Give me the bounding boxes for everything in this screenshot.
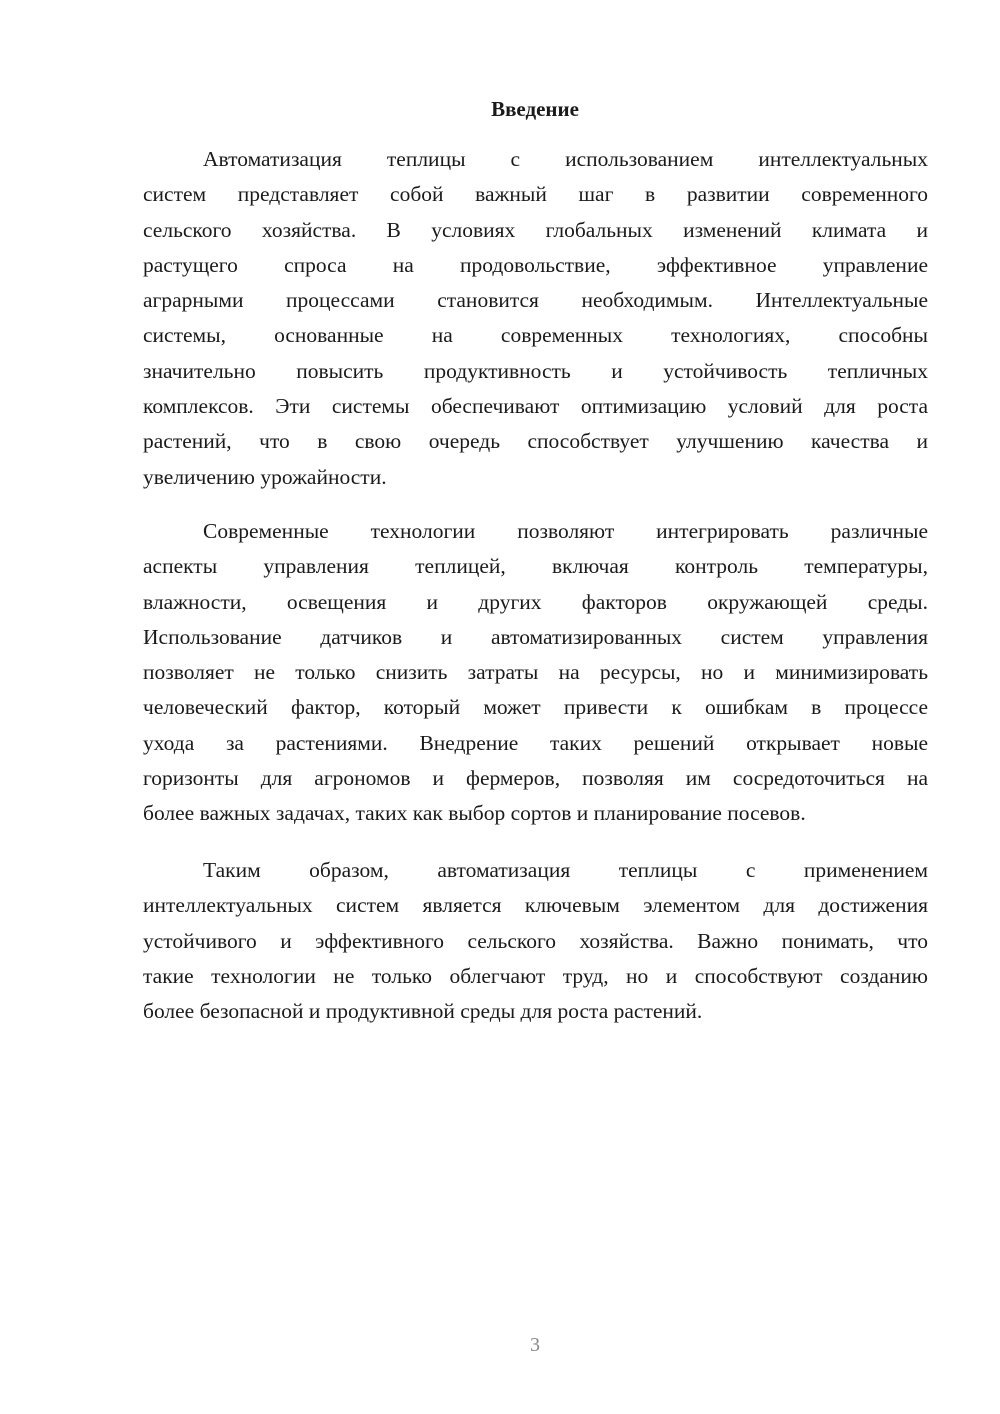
text-line: системы, основанные на современных технологиях, способны xyxy=(143,323,928,348)
paragraph-3 xyxy=(143,853,928,1029)
paragraph-2 xyxy=(143,514,928,832)
text-line: значительно повысить продуктивность и устойчивость тепличных xyxy=(143,358,928,383)
paragraph-1 xyxy=(143,142,928,495)
text-line: такие технологии не только облегчают труд, но и способствуют созданию xyxy=(143,963,928,988)
text-line: систем представляет собой важный шаг в развитии современного xyxy=(143,182,928,207)
text-line: более важных задачах, таких как выбор сортов и планирование посевов. xyxy=(143,801,806,826)
text-line: влажности, освещения и других факторов окружающей среды. xyxy=(143,589,928,614)
text-line: комплексов. Эти системы обеспечивают оптимизацию условий для роста xyxy=(143,394,928,419)
text-line: ухода за растениями. Внедрение таких решений открывает новые xyxy=(143,730,928,755)
text-line: аспекты управления теплицей, включая контроль температуры, xyxy=(143,554,928,579)
text-line: позволяет не только снизить затраты на ресурсы, но и минимизировать xyxy=(143,660,928,685)
text-line: Использование датчиков и автоматизированных систем управления xyxy=(143,624,928,649)
text-line: растений, что в свою очередь способствует улучшению качества и xyxy=(143,429,928,454)
text-line: Таким образом, автоматизация теплицы с применением xyxy=(203,858,928,882)
text-line: интеллектуальных систем является ключевым элементом для достижения xyxy=(143,893,928,918)
text-line: Автоматизация теплицы с использованием интеллектуальных xyxy=(203,147,928,171)
text-line: более безопасной и продуктивной среды для роста растений. xyxy=(143,999,703,1024)
text-line: человеческий фактор, который может привести к ошибкам в процессе xyxy=(143,695,928,720)
page-number: 3 xyxy=(530,1334,540,1356)
text-line: горизонты для агрономов и фермеров, позволяя им сосредоточиться на xyxy=(143,766,928,791)
text-line: сельского хозяйства. В условиях глобальных изменений климата и xyxy=(143,217,928,242)
text-line: увеличению урожайности. xyxy=(143,464,387,489)
text-line: Современные технологии позволяют интегрировать различные xyxy=(203,519,928,543)
page-title: Введение xyxy=(491,97,579,121)
text-line: аграрными процессами становится необходимым. Интеллектуальные xyxy=(143,288,928,313)
text-line: растущего спроса на продовольствие, эффективное управление xyxy=(143,252,928,277)
text-line: устойчивого и эффективного сельского хозяйства. Важно понимать, что xyxy=(143,928,928,953)
